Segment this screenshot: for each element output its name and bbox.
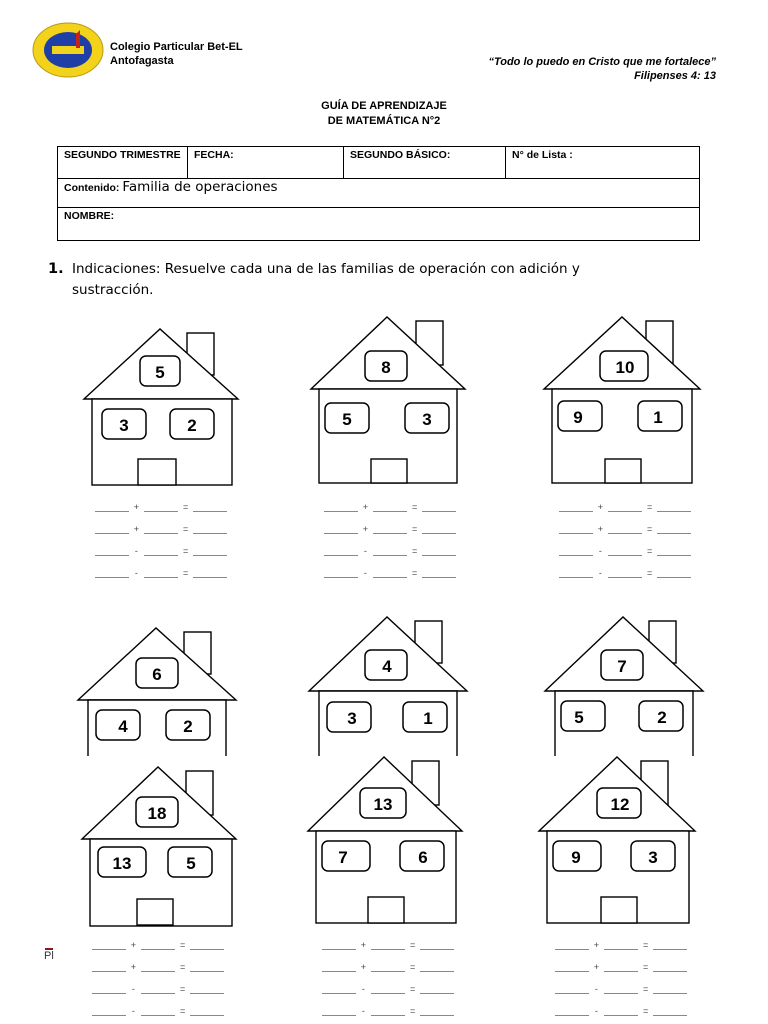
instruction-number: 1. — [48, 261, 64, 277]
answer-block-house-1 — [91, 496, 231, 584]
trimestre-label: SEGUNDO TRIMESTRE — [64, 149, 181, 161]
equals-sign: = — [642, 962, 649, 972]
curso-label: SEGUNDO BÁSICO: — [350, 149, 451, 161]
answer-blank[interactable] — [555, 984, 589, 994]
answer-blank[interactable] — [608, 568, 642, 578]
answer-blank[interactable] — [190, 940, 224, 950]
house-2 — [309, 315, 473, 485]
answer-blank[interactable] — [608, 524, 642, 534]
answer-row — [318, 1000, 458, 1022]
answer-blank[interactable] — [324, 546, 358, 556]
operator: - — [134, 568, 138, 578]
quote-reference: Filipenses 4: 13 — [634, 70, 716, 82]
house-top-number: 13 — [373, 795, 393, 814]
answer-block-house-2 — [320, 496, 460, 584]
answer-blank[interactable] — [144, 524, 178, 534]
house-top-number: 6 — [152, 665, 162, 684]
equals-sign: = — [642, 984, 649, 994]
answer-blank[interactable] — [420, 1006, 454, 1016]
answer-blank[interactable] — [371, 984, 405, 994]
answer-blank[interactable] — [324, 502, 358, 512]
answer-blank[interactable] — [144, 568, 178, 578]
operator: + — [360, 940, 367, 950]
equals-sign: = — [179, 940, 186, 950]
equals-sign: = — [179, 962, 186, 972]
house-left-number: 13 — [112, 854, 132, 873]
answer-blank[interactable] — [141, 984, 175, 994]
school-name-line1: Colegio Particular Bet-EL — [110, 41, 243, 53]
answer-row — [91, 562, 231, 584]
school-logo — [32, 22, 104, 78]
answer-row — [318, 978, 458, 1000]
answer-blank[interactable] — [193, 568, 227, 578]
answer-blank[interactable] — [422, 568, 456, 578]
lista-label: N° de Lista : — [512, 149, 573, 161]
answer-blank[interactable] — [422, 502, 456, 512]
house-right-number: 2 — [187, 416, 197, 435]
answer-blank[interactable] — [420, 940, 454, 950]
guide-title-line1: GUÍA DE APRENDIZAJE — [321, 100, 447, 112]
answer-blank[interactable] — [608, 546, 642, 556]
equals-sign: = — [646, 546, 653, 556]
house-right-number: 2 — [183, 717, 193, 736]
equals-sign: = — [182, 568, 189, 578]
answer-blank[interactable] — [604, 1006, 638, 1016]
fecha-cell[interactable] — [188, 147, 344, 179]
answer-blank[interactable] — [559, 546, 593, 556]
answer-blank[interactable] — [190, 962, 224, 972]
answer-blank[interactable] — [95, 524, 129, 534]
house-top-number: 18 — [147, 804, 167, 823]
operator: - — [131, 984, 135, 994]
house-left-number: 4 — [118, 717, 128, 736]
house-top-number: 5 — [155, 363, 165, 382]
answer-row — [551, 978, 691, 1000]
answer-blank[interactable] — [373, 524, 407, 534]
house-right-number: 3 — [422, 410, 432, 429]
answer-blank[interactable] — [604, 940, 638, 950]
house-left-number: 7 — [338, 848, 348, 867]
answer-blank[interactable] — [324, 568, 358, 578]
answer-row — [555, 540, 695, 562]
answer-blank[interactable] — [95, 502, 129, 512]
house-5 — [307, 615, 471, 756]
answer-blank[interactable] — [92, 962, 126, 972]
answer-blank[interactable] — [657, 524, 691, 534]
answer-blank[interactable] — [420, 962, 454, 972]
answer-blank[interactable] — [92, 940, 126, 950]
operator: - — [598, 546, 602, 556]
operator: + — [130, 940, 137, 950]
operator: + — [597, 502, 604, 512]
answer-blank[interactable] — [371, 1006, 405, 1016]
answer-blank[interactable] — [322, 940, 356, 950]
equals-sign: = — [411, 524, 418, 534]
answer-row — [88, 1000, 228, 1022]
operator: + — [593, 940, 600, 950]
house-top-number: 8 — [381, 358, 391, 377]
lista-cell[interactable] — [506, 147, 700, 179]
house-left-number: 5 — [342, 410, 352, 429]
answer-blank[interactable] — [141, 1006, 175, 1016]
house-8 — [306, 757, 470, 925]
house-left-number: 9 — [571, 848, 581, 867]
answer-blank[interactable] — [190, 984, 224, 994]
answer-blank[interactable] — [420, 984, 454, 994]
answer-row — [320, 496, 460, 518]
footer-text: Pl — [44, 950, 54, 962]
instruction-line2: sustracción. — [72, 282, 154, 298]
nombre-cell[interactable] — [58, 208, 700, 241]
answer-blank[interactable] — [144, 502, 178, 512]
contenido-label: Contenido: — [64, 182, 120, 194]
answer-row — [320, 562, 460, 584]
operator: - — [361, 984, 365, 994]
school-name — [110, 40, 243, 68]
curso-cell — [344, 147, 506, 179]
student-info-table — [57, 146, 700, 241]
answer-blank[interactable] — [422, 524, 456, 534]
answer-blank[interactable] — [95, 568, 129, 578]
answer-blank[interactable] — [653, 962, 687, 972]
answer-blank[interactable] — [92, 984, 126, 994]
bible-quote — [488, 55, 716, 83]
answer-row — [91, 496, 231, 518]
answer-blank[interactable] — [653, 940, 687, 950]
house-top-number: 4 — [382, 657, 392, 676]
house-3 — [542, 315, 706, 485]
answer-row — [555, 518, 695, 540]
answer-row — [551, 1000, 691, 1022]
house-right-number: 5 — [186, 854, 196, 873]
answer-blank[interactable] — [604, 984, 638, 994]
answer-blank[interactable] — [92, 1006, 126, 1016]
operator: + — [130, 962, 137, 972]
answer-blank[interactable] — [422, 546, 456, 556]
answer-blank[interactable] — [190, 1006, 224, 1016]
answer-blank[interactable] — [144, 546, 178, 556]
instruction-line1: Indicaciones: Resuelve cada una de las familias de operación con adición y — [72, 261, 580, 277]
answer-blank[interactable] — [559, 502, 593, 512]
operator: + — [597, 524, 604, 534]
house-7 — [80, 767, 244, 927]
answer-blank[interactable] — [555, 962, 589, 972]
answer-blank[interactable] — [608, 502, 642, 512]
equals-sign: = — [409, 1006, 416, 1016]
guide-title-line2: DE MATEMÁTICA N°2 — [327, 115, 441, 127]
operator: - — [134, 546, 138, 556]
equals-sign: = — [179, 984, 186, 994]
answer-row — [88, 978, 228, 1000]
footer-mark — [44, 950, 54, 962]
answer-blank[interactable] — [657, 546, 691, 556]
answer-blank[interactable] — [193, 524, 227, 534]
answer-block-house-3 — [555, 496, 695, 584]
house-top-number: 12 — [610, 795, 630, 814]
answer-blank[interactable] — [373, 546, 407, 556]
answer-blank[interactable] — [559, 568, 593, 578]
operator: - — [363, 546, 367, 556]
house-9 — [537, 757, 701, 925]
answer-blank[interactable] — [555, 1006, 589, 1016]
trimestre-cell — [58, 147, 188, 179]
answer-row — [320, 540, 460, 562]
contenido-value: Familia de operaciones — [122, 179, 278, 195]
equals-sign: = — [182, 524, 189, 534]
fecha-label: FECHA: — [194, 149, 234, 161]
answer-block-house-7 — [88, 934, 228, 1022]
answer-blank[interactable] — [373, 502, 407, 512]
equals-sign: = — [411, 546, 418, 556]
equals-sign: = — [182, 546, 189, 556]
answer-blank[interactable] — [322, 984, 356, 994]
operator: + — [133, 524, 140, 534]
answer-blank[interactable] — [555, 940, 589, 950]
operator: - — [131, 1006, 135, 1016]
house-left-number: 3 — [119, 416, 129, 435]
answer-row — [318, 956, 458, 978]
answer-row — [551, 934, 691, 956]
instructions — [48, 259, 728, 301]
guide-title — [0, 99, 768, 129]
answer-blank[interactable] — [371, 940, 405, 950]
answer-row — [91, 540, 231, 562]
house-right-number: 1 — [423, 709, 433, 728]
operator: - — [598, 568, 602, 578]
answer-blank[interactable] — [322, 962, 356, 972]
answer-blank[interactable] — [193, 502, 227, 512]
house-4 — [76, 626, 242, 756]
equals-sign: = — [409, 940, 416, 950]
answer-row — [88, 956, 228, 978]
answer-row — [555, 562, 695, 584]
house-top-number: 7 — [617, 657, 627, 676]
operator: - — [361, 1006, 365, 1016]
operator: + — [362, 502, 369, 512]
equals-sign: = — [411, 568, 418, 578]
house-right-number: 6 — [418, 848, 428, 867]
house-right-number: 1 — [653, 408, 663, 427]
operator: + — [360, 962, 367, 972]
contenido-cell — [58, 179, 700, 208]
house-6 — [543, 615, 707, 756]
answer-blank[interactable] — [653, 1006, 687, 1016]
equals-sign: = — [409, 984, 416, 994]
answer-row — [318, 934, 458, 956]
answer-blank[interactable] — [373, 568, 407, 578]
house-left-number: 3 — [347, 709, 357, 728]
equals-sign: = — [646, 524, 653, 534]
answer-row — [91, 518, 231, 540]
answer-row — [555, 496, 695, 518]
operator: + — [362, 524, 369, 534]
equals-sign: = — [642, 940, 649, 950]
equals-sign: = — [179, 1006, 186, 1016]
equals-sign: = — [411, 502, 418, 512]
equals-sign: = — [409, 962, 416, 972]
operator: + — [133, 502, 140, 512]
operator: - — [363, 568, 367, 578]
answer-blank[interactable] — [193, 546, 227, 556]
answer-row — [320, 518, 460, 540]
operator: - — [594, 1006, 598, 1016]
answer-blank[interactable] — [141, 962, 175, 972]
equals-sign: = — [182, 502, 189, 512]
answer-blank[interactable] — [322, 1006, 356, 1016]
school-city: Antofagasta — [110, 55, 174, 67]
house-left-number: 5 — [574, 708, 584, 727]
house-right-number: 2 — [657, 708, 667, 727]
answer-blank[interactable] — [324, 524, 358, 534]
quote-text: “Todo lo puedo en Cristo que me fortalece” — [488, 56, 716, 68]
equals-sign: = — [646, 568, 653, 578]
house-left-number: 9 — [573, 408, 583, 427]
nombre-label: NOMBRE: — [64, 210, 115, 222]
answer-blank[interactable] — [559, 524, 593, 534]
operator: + — [593, 962, 600, 972]
answer-blank[interactable] — [604, 962, 638, 972]
answer-row — [88, 934, 228, 956]
footer-bar — [45, 948, 53, 950]
equals-sign: = — [642, 1006, 649, 1016]
operator: - — [594, 984, 598, 994]
answer-row — [551, 956, 691, 978]
answer-blank[interactable] — [141, 940, 175, 950]
house-right-number: 3 — [648, 848, 658, 867]
answer-blank[interactable] — [653, 984, 687, 994]
answer-blank[interactable] — [371, 962, 405, 972]
answer-block-house-9 — [551, 934, 691, 1022]
answer-blank[interactable] — [657, 502, 691, 512]
answer-blank[interactable] — [95, 546, 129, 556]
answer-block-house-8 — [318, 934, 458, 1022]
house-top-number: 10 — [615, 358, 635, 377]
equals-sign: = — [646, 502, 653, 512]
house-1 — [80, 325, 244, 487]
answer-blank[interactable] — [657, 568, 691, 578]
